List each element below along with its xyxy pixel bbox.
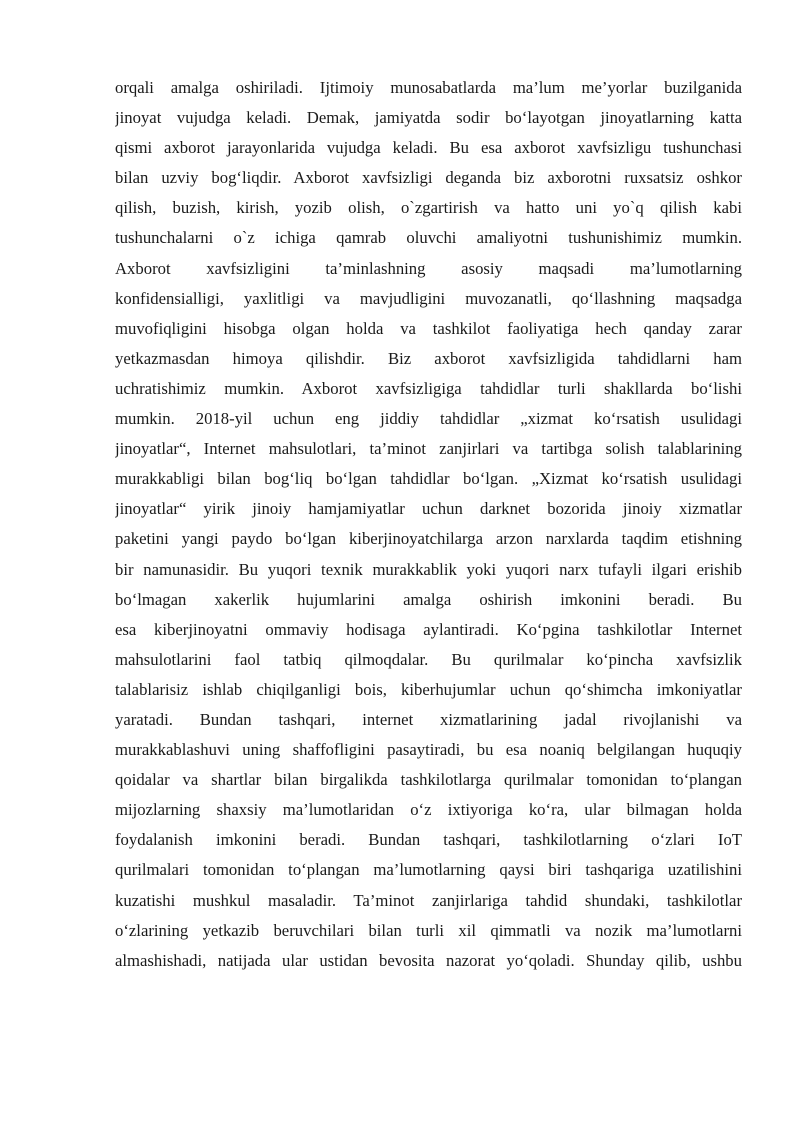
text-line: qismi axborot jarayonlarida vujudga keladi. Bu esa axborot xavfsizligu tushunchasi [115,138,742,158]
text-line: qurilmalari tomonidan to‘plangan ma’lumotlarning qaysi biri tashqariga uzatilishini [115,860,742,880]
text-line: bo‘lmagan xakerlik hujumlarini amalga oshirish imkonini beradi. Bu [115,589,742,609]
text-line: almashishadi, natijada ular ustidan bevosita nazorat yo‘qoladi. Shunday qilib, ushbu [115,950,742,970]
text-line: orqali amalga oshiriladi. Ijtimoiy munosabatlarda ma’lum me’yorlar buzilganida [115,78,742,97]
text-line: jinoyatlar“ yirik jinoiy hamjamiyatlar uchun darknet bozorida jinoiy xizmatlar [115,499,742,519]
text-line: o‘zlarining yetkazib beruvchilari bilan turli xil qimmatli va nozik ma’lumotlarni [115,920,742,940]
text-line: yaratadi. Bundan tashqari, internet xizmatlarining jadal rivojlanishi va [115,709,742,729]
text-line: bir namunasidir. Bu yuqori texnik murakkablik yoki yuqori narx tufayli ilgari erishib [115,559,742,579]
text-line: murakkablashuvi uning shaffofligini pasaytiradi, bu esa noaniq belgilangan huquqiy [115,740,742,760]
text-line: mahsulotlarini faol tatbiq qilmoqdalar. Bu qurilmalar ko‘pincha xavfsizlik [115,649,742,669]
text-line: qoidalar va shartlar bilan birgalikda tashkilotlarga qurilmalar tomonidan to‘plangan [115,770,742,790]
text-line: bilan uzviy bog‘liqdir. Axborot xavfsizligi deganda biz axborotni ruxsatsiz oshkor [115,168,742,188]
text-line: murakkabligi bilan bog‘liq bo‘lgan tahdidlar bo‘lgan. „Xizmat ko‘rsatish usulidagi [115,469,742,489]
text-line: paketini yangi paydo bo‘lgan kiberjinoyatchilarga arzon narxlarda taqdim etishning [115,529,742,549]
text-line: mumkin. 2018-yil uchun eng jiddiy tahdidlar „xizmat ko‘rsatish usulidagi [115,409,742,429]
text-line: esa kiberjinoyatni ommaviy hodisaga aylantiradi. Ko‘pgina tashkilotlar Internet [115,619,742,639]
text-line: jinoyat vujudga keladi. Demak, jamiyatda sodir bo‘layotgan jinoyatlarning katta [115,108,742,128]
text-line: talablarisiz ishlab chiqilganligi bois, kiberhujumlar uchun qo‘shimcha imkoniyatlar [115,679,742,699]
text-line: tushunchalarni o`z ichiga qamrab oluvchi amaliyotni tushunishimiz mumkin. [115,228,742,248]
text-line: qilish, buzish, kirish, yozib olish, o`zgartirish va hatto uni yo`q qilish kabi [115,198,742,218]
text-line: Axborot xavfsizligini ta’minlashning asosiy maqsadi ma’lumotlarning [115,258,742,278]
text-line: yetkazmasdan himoya qilishdir. Biz axborot xavfsizligida tahdidlarni ham [115,348,742,368]
body-paragraph [115,73,742,976]
text-line: muvofiqligini hisobga olgan holda va tashkilot faoliyatiga hech qanday zarar [115,318,742,338]
text-line: mijozlarning shaxsiy ma’lumotlaridan o‘z ixtiyoriga ko‘ra, ular bilmagan holda [115,800,742,820]
text-line: foydalanish imkonini beradi. Bundan tashqari, tashkilotlarning o‘zlari IoT [115,830,742,850]
text-line: konfidensialligi, yaxlitligi va mavjudligini muvozanatli, qo‘llashning maqsadga [115,288,742,308]
text-line: uchratishimiz mumkin. Axborot xavfsizligiga tahdidlar turli shakllarda bo‘lishi [115,378,742,398]
text-line: kuzatishi mushkul masaladir. Ta’minot zanjirlariga tahdid shundaki, tashkilotlar [115,890,742,910]
text-line: jinoyatlar“, Internet mahsulotlari, ta’minot zanjirlari va tartibga solish talablarining [115,439,742,459]
